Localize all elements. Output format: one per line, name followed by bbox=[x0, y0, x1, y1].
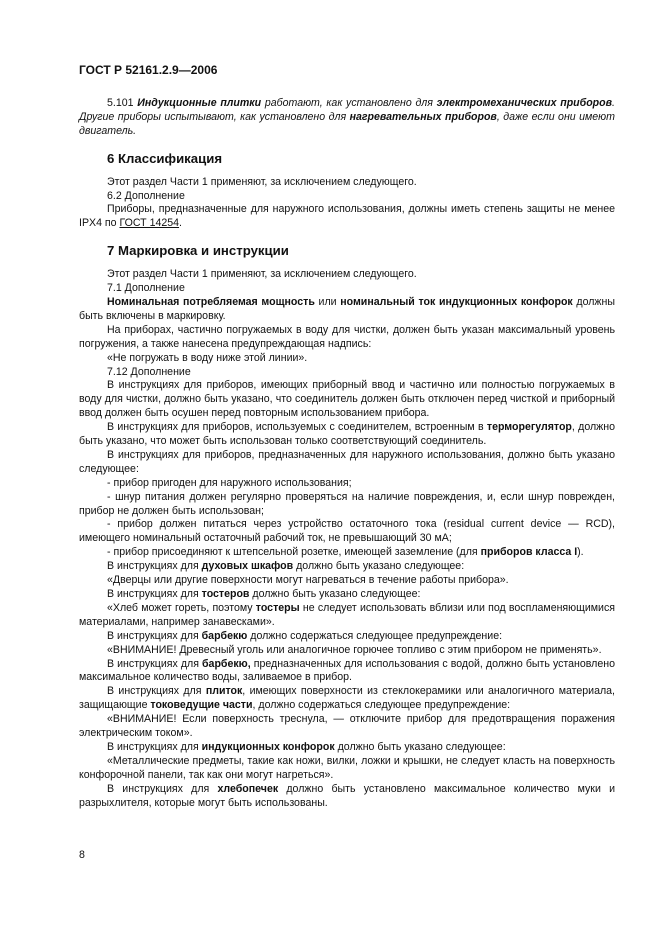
subsection-7-12: 7.12 Дополнение bbox=[107, 365, 191, 378]
section-7-intro: Этот раздел Части 1 применяют, за исключением следующего. bbox=[107, 268, 417, 281]
paragraph: В инструкциях для барбекю должно содержаться следующее предупреждение: bbox=[107, 629, 503, 642]
page-number: 8 bbox=[79, 849, 85, 861]
paragraph: Номинальная потребляемая мощность или номинальный ток индукционных конфорок должны быть включены в маркировку. bbox=[79, 295, 615, 322]
paragraph: «Дверцы или другие поверхности могут нагреваться в течение работы прибора». bbox=[107, 574, 509, 587]
paragraph: В инструкциях для приборов, имеющих приборный ввод и частично или полностью погружаемых в воду для чистки, должно быть указано, что соединитель должен быть отключен перед чисткой и приборный ввод должен быть осушен перед повторным использованием прибора. bbox=[79, 379, 615, 420]
subsection-6-2: 6.2 Дополнение bbox=[107, 189, 185, 202]
list-item: - прибор присоединяют к штепсельной розетке, имеющей заземление (для приборов класса I). bbox=[107, 546, 584, 559]
paragraph: «ВНИМАНИЕ! Древесный уголь или аналогичное горючее топливо с этим прибором не применять». bbox=[107, 643, 602, 656]
paragraph: В инструкциях для приборов, используемых с соединителем, встроенным в терморегулятор, должно быть указано, что может быть использован только соответствующий соединитель. bbox=[79, 421, 615, 448]
section-6-heading: 6 Классификация bbox=[107, 150, 223, 166]
paragraph: В инструкциях для хлебопечек должно быть установлено максимальное количество муки и разрыхлителя, которые могут быть использованы. bbox=[79, 782, 616, 809]
paragraph: В инструкциях для духовых шкафов должно быть указано следующее: bbox=[107, 560, 465, 573]
section-6-text: Приборы, предназначенные для наружного использования, должны иметь степень защиты не менее IPX4 по ГОСТ 14254. bbox=[79, 203, 615, 230]
list-item: - шнур питания должен регулярно проверяться на наличие повреждения, и, если шнур поврежден, прибор не должен быть использован; bbox=[79, 490, 615, 517]
subsection-7-1: 7.1 Дополнение bbox=[107, 282, 185, 295]
paragraph-5-101: 5.101 Индукционные плитки работают, как установлено для электромеханических приборов. Другие приборы испытывают, как установлено для нагревательных приборов, даже если они имеют двигатель. bbox=[79, 97, 615, 137]
gost-14254-link[interactable]: ГОСТ 14254 bbox=[119, 217, 180, 230]
list-item: - прибор должен питаться через устройство остаточного тока (residual current device — RCD), имеющего номинальный остаточный рабочий ток, не превышающий 30 мА; bbox=[79, 518, 615, 545]
paragraph: «Не погружать в воду ниже этой линии». bbox=[107, 351, 308, 364]
paragraph: В инструкциях для приборов, предназначенных для наружного использования, должно быть указано следующее: bbox=[79, 448, 615, 475]
paragraph: В инструкциях для плиток, имеющих поверхности из стеклокерамики или аналогичного материала, защищающие токоведущие части, должно содержаться следующее предупреждение: bbox=[79, 685, 615, 712]
document-body bbox=[79, 97, 615, 811]
section-6-intro: Этот раздел Части 1 применяют, за исключением следующего. bbox=[107, 175, 417, 188]
paragraph: На приборах, частично погружаемых в воду для чистки, должен быть указан максимальный уровень погружения, а также нанесена предупреждающая надпись: bbox=[79, 323, 615, 350]
paragraph: В инструкциях для индукционных конфорок должно быть указано следующее: bbox=[107, 740, 506, 753]
paragraph: В инструкциях для барбекю, предназначенных для использования с водой, должно быть установлено максимальное количество воды, заливаемое в прибор. bbox=[79, 657, 615, 684]
document-header: ГОСТ Р 52161.2.9—2006 bbox=[79, 63, 218, 77]
list-item: - прибор пригоден для наружного использования; bbox=[107, 476, 352, 489]
paragraph: «Металлические предметы, такие как ножи, вилки, ложки и крышки, не следует класть на поверхность конфорочной панели, так как они могут нагреться». bbox=[79, 754, 615, 781]
paragraph: В инструкциях для тостеров должно быть указано следующее: bbox=[107, 588, 421, 600]
paragraph: «ВНИМАНИЕ! Если поверхность треснула, — отключите прибор для предотвращения поражения электрическим током». bbox=[79, 713, 615, 740]
section-7-heading: 7 Маркировка и инструкции bbox=[107, 243, 289, 259]
paragraph: «Хлеб может гореть, поэтому тостеры не следует использовать вблизи или под воспламеняющимися материалами, например занавесками». bbox=[79, 601, 615, 628]
